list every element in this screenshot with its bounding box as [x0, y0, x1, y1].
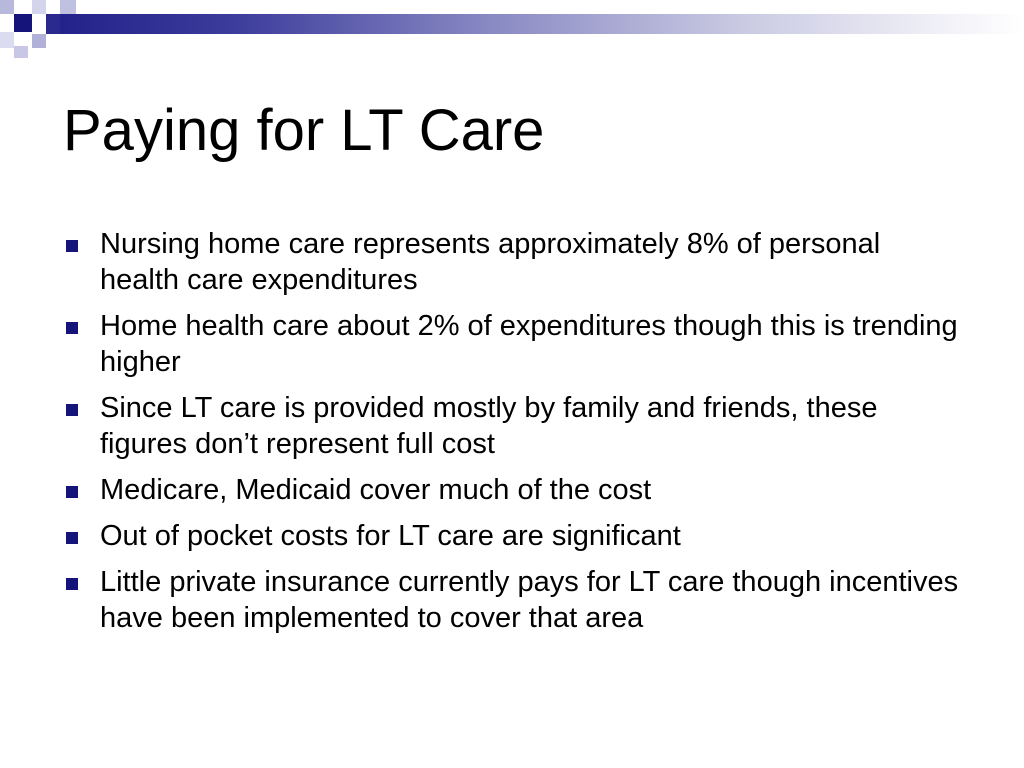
- decor-square: [14, 14, 32, 32]
- decor-square: [32, 0, 46, 14]
- bullet-list: [64, 226, 964, 646]
- bullet-text: Home health care about 2% of expenditures though this is trending higher: [100, 310, 958, 378]
- bullet-item: [64, 390, 964, 462]
- decor-square: [32, 34, 46, 48]
- decor-square: [14, 46, 28, 58]
- bullet-item: [64, 564, 964, 636]
- header-decoration: [0, 0, 1024, 60]
- square-bullet-icon: [66, 532, 78, 544]
- bullet-item: [64, 472, 964, 508]
- decor-square: [0, 32, 14, 48]
- square-bullet-icon: [66, 240, 78, 252]
- bullet-text: Medicare, Medicaid cover much of the cost: [100, 474, 652, 506]
- decor-square: [60, 0, 76, 14]
- bullet-text: Little private insurance currently pays for LT care though incentives have been implemented to cover that area: [100, 566, 959, 634]
- decor-square: [46, 14, 60, 34]
- bullet-text: Nursing home care represents approximately 8% of personal health care expenditures: [100, 228, 881, 296]
- bullet-item: [64, 518, 964, 554]
- decor-square: [0, 0, 14, 14]
- bullet-item: [64, 226, 964, 298]
- square-bullet-icon: [66, 578, 78, 590]
- square-bullet-icon: [66, 322, 78, 334]
- gradient-bar: [60, 14, 1024, 34]
- slide-title: Paying for LT Care: [63, 98, 545, 163]
- bullet-text: Out of pocket costs for LT care are significant: [100, 520, 681, 552]
- square-bullet-icon: [66, 404, 78, 416]
- bullet-text: Since LT care is provided mostly by family and friends, these figures don’t represent full cost: [100, 392, 878, 460]
- bullet-item: [64, 308, 964, 380]
- square-bullet-icon: [66, 486, 78, 498]
